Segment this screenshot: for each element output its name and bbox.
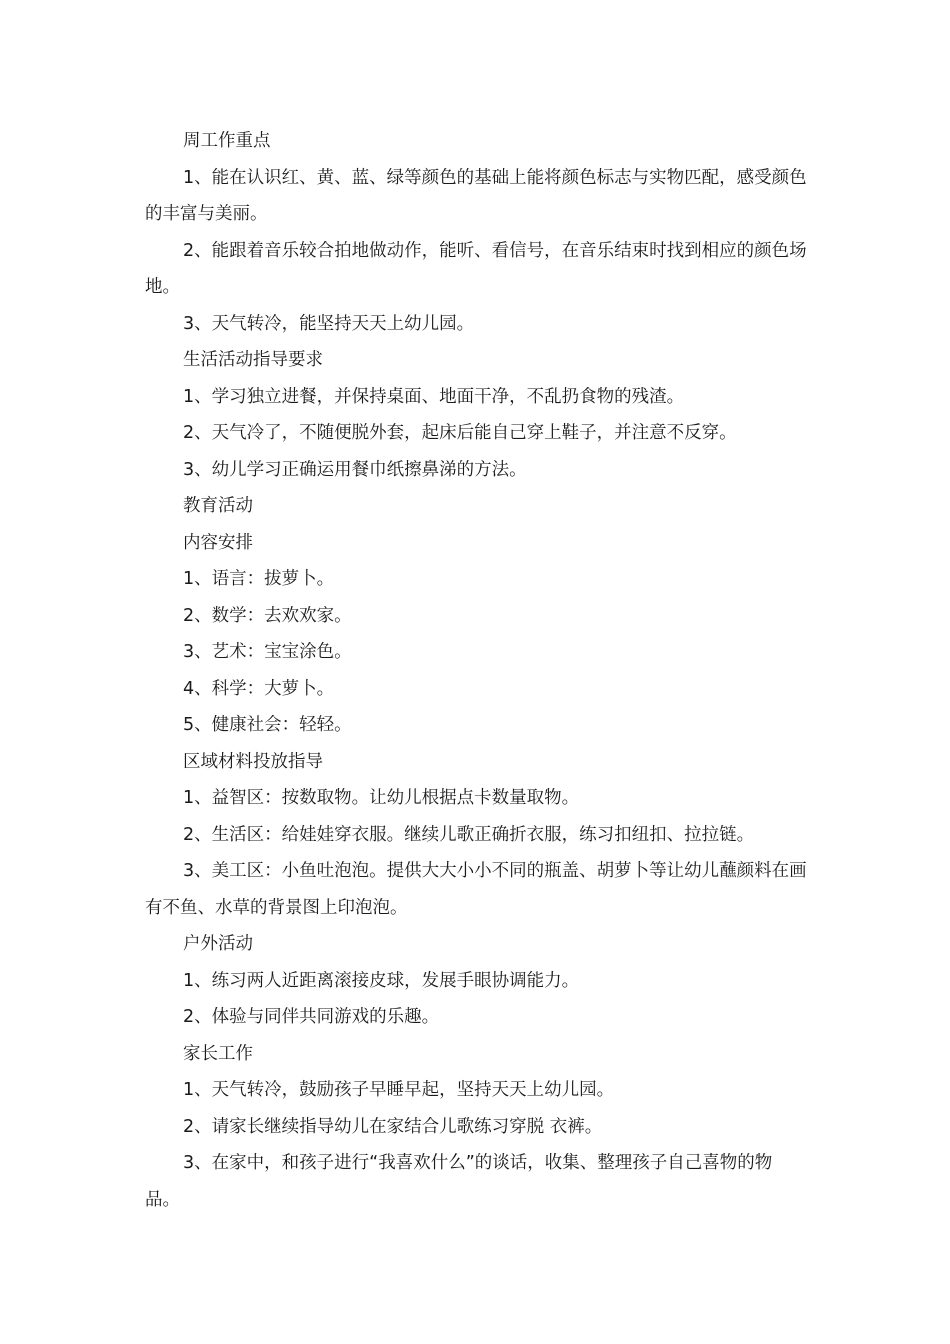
section-heading-education: 教育活动 [183, 496, 253, 516]
paragraph: 2、能跟着音乐较合拍地做动作，能听、看信号，在音乐结束时找到相应的颜色场地。 [145, 240, 807, 297]
paragraph: 4、科学：大萝卜。 [183, 678, 335, 699]
paragraph: 3、天气转冷，能坚持天天上幼儿园。 [183, 313, 475, 334]
paragraph: 3、在家中，和孩子进行“我喜欢什么”的谈话，收集、整理孩子自己喜物的物品。 [145, 1153, 773, 1210]
paragraph: 2、请家长继续指导幼儿在家结合儿歌练习穿脱 衣裤。 [183, 1116, 603, 1137]
paragraph: 2、数学：去欢欢家。 [183, 605, 352, 626]
section-heading-weekly-focus: 周工作重点 [183, 131, 271, 151]
paragraph: 3、艺术：宝宝涂色。 [183, 642, 352, 662]
paragraph: 5、健康社会：轻轻。 [183, 715, 352, 735]
paragraph: 1、天气转冷，鼓励孩子早睡早起，坚持天天上幼儿园。 [183, 1080, 615, 1100]
section-heading-area-materials: 区域材料投放指导 [183, 751, 323, 772]
paragraph: 3、美工区：小鱼吐泡泡。提供大大小小不同的瓶盖、胡萝卜等让幼儿蘸颜料在画有不鱼、水草的背景图上印泡泡。 [145, 861, 807, 918]
paragraph: 3、幼儿学习正确运用餐巾纸擦鼻涕的方法。 [183, 459, 527, 480]
document-page [145, 123, 807, 1218]
paragraph: 1、益智区：按数取物。让幼儿根据点卡数量取物。 [183, 788, 580, 808]
paragraph: 2、生活区：给娃娃穿衣服。继续儿歌正确折衣服，练习扣纽扣、拉拉链。 [183, 824, 755, 845]
paragraph: 1、练习两人近距离滚接皮球，发展手眼协调能力。 [183, 970, 580, 991]
paragraph: 1、语言：拔萝卜。 [183, 569, 335, 589]
paragraph: 1、能在认识红、黄、蓝、绿等颜色的基础上能将颜色标志与实物匹配，感受颜色的丰富与美丽。 [145, 167, 807, 224]
paragraph: 2、天气冷了，不随便脱外套，起床后能自己穿上鞋子，并注意不反穿。 [183, 423, 737, 443]
section-heading-life-activity: 生活活动指导要求 [183, 350, 323, 370]
section-heading-outdoor: 户外活动 [183, 934, 253, 954]
paragraph: 1、学习独立进餐，并保持桌面、地面干净，不乱扔食物的残渣。 [183, 386, 685, 407]
paragraph: 2、体验与同伴共同游戏的乐趣。 [183, 1007, 440, 1027]
section-heading-parents: 家长工作 [183, 1043, 253, 1064]
section-heading-content: 内容安排 [183, 532, 253, 553]
